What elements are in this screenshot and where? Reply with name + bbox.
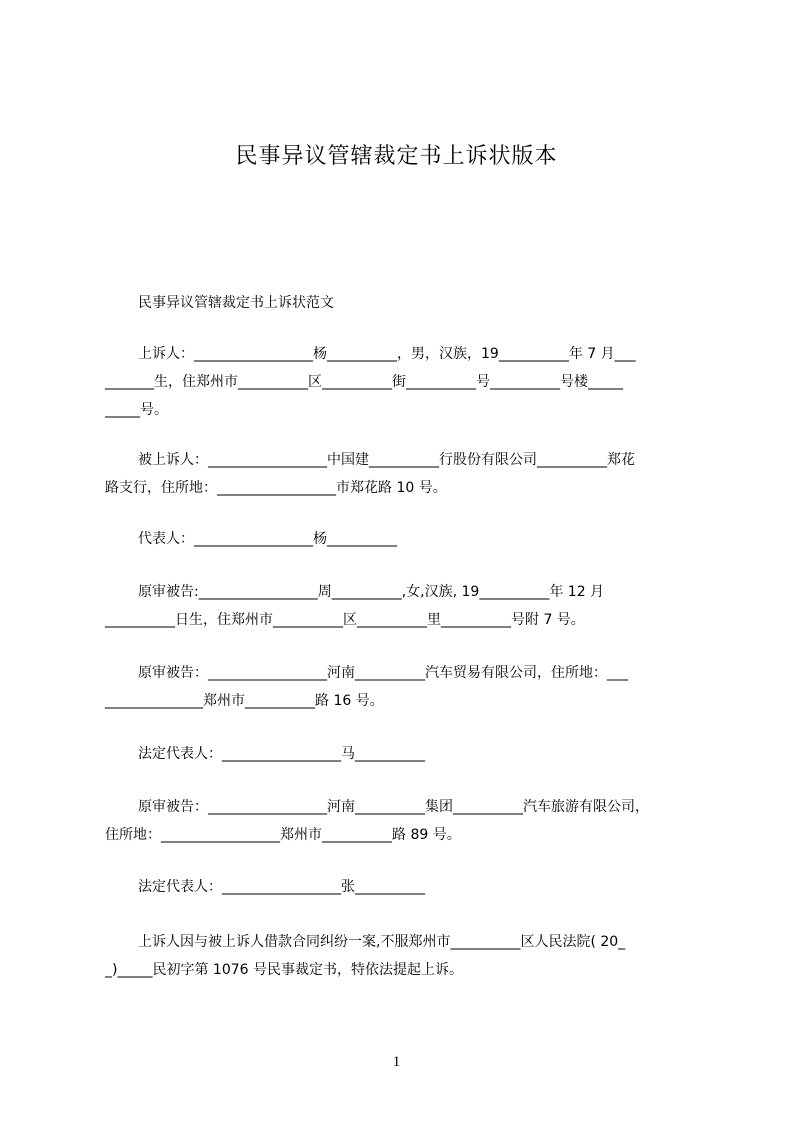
paragraph-line: _______生，住郑州市__________区__________街__________号__________号楼_____ [105, 374, 623, 390]
paragraph-line: 上诉人因与被上诉人借款合同纠纷一案,不服郑州市__________区人民法院( 20_ [138, 934, 626, 950]
paragraph-line: 上诉人：_________________杨__________，男，汉族，19__________年 7 月___ [138, 346, 636, 362]
paragraph-line: 代表人：_________________杨__________ [138, 531, 397, 547]
paragraph-line: _____号。 [105, 402, 168, 418]
paragraph-line: 原审被告：_________________河南__________汽车贸易有限公司，住所地：___ [138, 665, 628, 681]
paragraph-original-defendant-2 [105, 659, 705, 715]
paragraph-line: __________日生，住郑州市__________区__________里__________号附 7 号。 [105, 612, 585, 628]
paragraph-legal-rep-2 [105, 873, 705, 901]
paragraph-original-defendant-3 [105, 793, 705, 849]
paragraph-appellant [105, 340, 705, 424]
paragraph-representative [105, 525, 705, 553]
paragraph-line: 被上诉人：_________________中国建__________行股份有限公司__________郑花 [138, 452, 635, 468]
paragraph-appellee [105, 446, 705, 502]
paragraph-original-defendant-1 [105, 578, 705, 634]
document-title: 民事异议管辖裁定书上诉状版本 [235, 144, 558, 169]
paragraph-legal-rep-1 [105, 740, 705, 768]
paragraph-line: 路支行，住所地：_________________市郑花路 10 号。 [105, 480, 447, 496]
paragraph-line: 法定代表人：_________________马__________ [138, 746, 425, 762]
page-number: 1 [392, 1054, 401, 1070]
paragraph-line: 住所地：_________________郑州市__________路 89 号。 [105, 827, 461, 843]
paragraph-line: _)_____民初字第 1076 号民事裁定书，特依法提起上诉。 [105, 962, 463, 978]
subtitle-text: 民事异议管辖裁定书上诉状范文 [138, 295, 334, 311]
paragraph-line: 原审被告:_________________周__________,女,汉族, 19__________年 12 月 [138, 584, 605, 600]
paragraph-line: 原审被告：_________________河南__________集团__________汽车旅游有限公司， [138, 799, 649, 815]
paragraph-appeal-reason [105, 928, 705, 984]
paragraph-line: ______________郑州市__________路 16 号。 [105, 693, 384, 709]
paragraph-line: 法定代表人：_________________张__________ [138, 879, 425, 895]
subtitle [105, 289, 705, 317]
